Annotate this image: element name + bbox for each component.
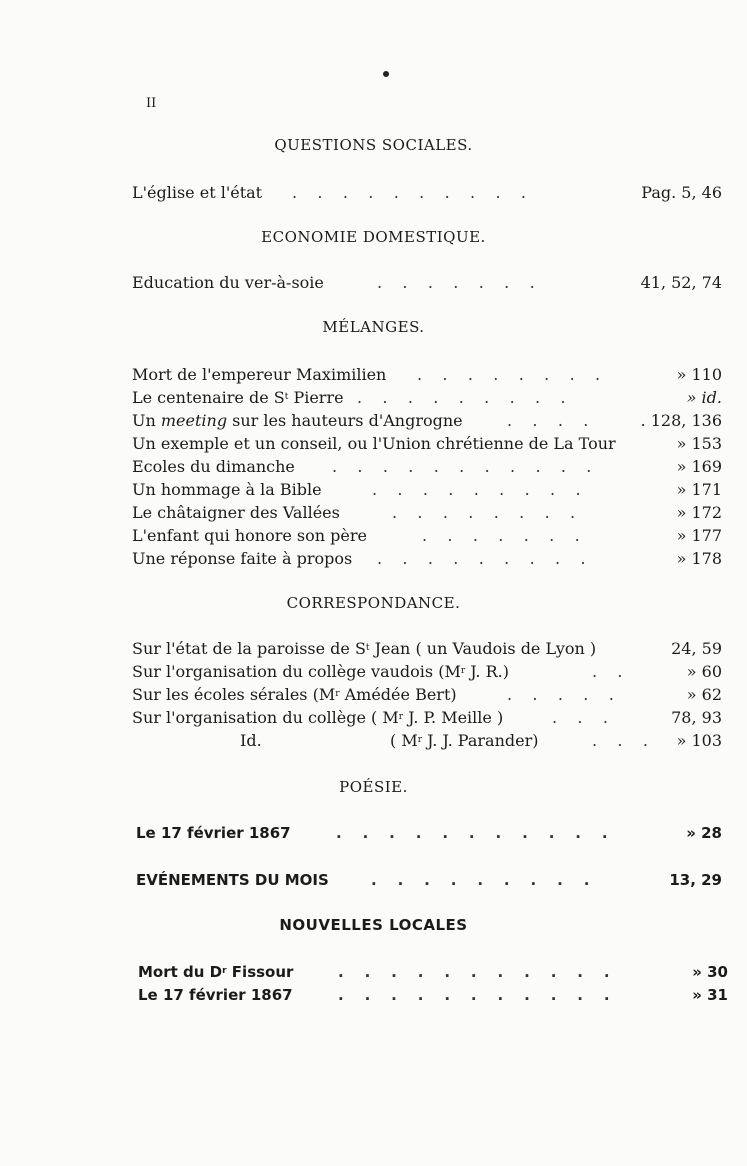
entry-title: Education du ver-à-soie: [132, 273, 324, 292]
page-reference: » id.: [686, 388, 722, 407]
entry-title: Sur l'organisation du collège ( $M^r$ J. P. Meille ): [132, 708, 504, 727]
toc-entry: [132, 525, 722, 547]
toc-entry: [132, 364, 722, 386]
entry-title: Sur les écoles sérales ($M^r$ Amédée Bert): [132, 685, 457, 704]
page-reference: » 62: [686, 685, 722, 704]
toc-entry: [132, 684, 722, 706]
page-reference: » 169: [676, 457, 722, 476]
entry-title: Sur l'organisation du collège vaudois ($M^r$ J. R.): [132, 662, 509, 681]
dot-leaders: . . . . . . . . .: [372, 480, 581, 499]
dot-leaders: . . .: [592, 731, 648, 750]
dot-leaders: . . .: [552, 708, 608, 727]
toc-entry: [132, 387, 722, 409]
toc-entry: [138, 961, 728, 983]
entry-title: Le châtaigner des Vallées: [132, 503, 340, 522]
entry-title: Un exemple et un conseil, ou l'Union chrétienne de La Tour: [132, 434, 616, 453]
entry-title: Mort du $D^r$ Fissour: [138, 963, 294, 981]
dot-leaders: . . . . . . . .: [392, 503, 576, 522]
toc-entry: [132, 730, 722, 752]
dot-leaders: . . . . . . . . .: [357, 388, 566, 407]
dot-leaders: . . . . . . . . . . .: [338, 963, 610, 981]
toc-entry: [136, 822, 722, 844]
entry-title: Mort de l'empereur Maximilien: [132, 365, 387, 384]
entry-title: L'église et l'état: [132, 183, 263, 202]
section-heading-melanges: MÉLANGES.: [322, 318, 425, 336]
toc-entry: [132, 661, 722, 683]
page-reference: 13, 29: [669, 871, 722, 889]
toc-entry: [136, 869, 722, 891]
page-reference: » 103: [676, 731, 722, 750]
section-heading-questions-sociales: QUESTIONS SOCIALES.: [274, 136, 473, 154]
entry-title: Ecoles du dimanche: [132, 457, 295, 476]
toc-entry: [132, 479, 722, 501]
dot-leaders: . . . . .: [507, 685, 614, 704]
entry-title: Un meeting sur les hauteurs d'Angrogne: [132, 411, 463, 430]
section-heading-nouvelles-locales: NOUVELLES LOCALES: [279, 916, 468, 934]
entry-title: EVÉNEMENTS DU MOIS: [136, 871, 329, 889]
dot-leaders: . . . . . . . . .: [377, 549, 586, 568]
page-reference: 78, 93: [671, 708, 722, 727]
section-heading-economie-domestique: ECONOMIE DOMESTIQUE.: [261, 228, 486, 246]
toc-entry: [132, 182, 722, 204]
toc-entry: [132, 272, 722, 294]
toc-entry: [132, 502, 722, 524]
dot-leaders: . . . . . . . . . . .: [338, 986, 610, 1004]
entry-title: Le centenaire de $S^t$ Pierre: [132, 388, 344, 407]
page-reference: » 172: [676, 503, 722, 522]
toc-entry: [132, 410, 722, 432]
dot-leaders: . . . . . . . . . . .: [336, 824, 608, 842]
toc-entry: [132, 707, 722, 729]
dot-leaders: . . . . . . . .: [417, 365, 601, 384]
page-reference: . 128, 136: [640, 411, 722, 430]
page-number: II: [146, 96, 157, 111]
entry-title: Sur l'état de la paroisse de $S^t$ Jean ( un Vaudois de Lyon ): [132, 639, 597, 658]
page-reference: » 171: [676, 480, 722, 499]
entry-title: L'enfant qui honore son père: [132, 526, 367, 545]
dot-leaders: . . . .: [507, 411, 589, 430]
page-reference: » 60: [686, 662, 722, 681]
page-reference: 41, 52, 74: [640, 273, 722, 292]
toc-entry: [132, 433, 722, 455]
ink-dot: [383, 71, 389, 77]
entry-title: Une réponse faite à propos: [132, 549, 353, 568]
page-reference: » 153: [676, 434, 722, 453]
entry-title: Le 17 février 1867: [138, 986, 293, 1004]
entry-title: Le 17 février 1867: [136, 824, 291, 842]
page-reference: Pag. 5, 46: [641, 183, 722, 202]
page-reference: » 30: [692, 963, 728, 981]
toc-entry: [132, 456, 722, 478]
dot-leaders: . .: [592, 662, 623, 681]
section-heading-correspondance: CORRESPONDANCE.: [286, 594, 461, 612]
page-reference: » 31: [692, 986, 728, 1004]
dot-leaders: . . . . . . .: [422, 526, 580, 545]
entry-title-id: Id.: [240, 731, 262, 750]
page-reference: » 177: [676, 526, 722, 545]
page-reference: » 28: [686, 824, 722, 842]
dot-leaders: . . . . . . .: [377, 273, 535, 292]
section-heading-poesie: POÉSIE.: [339, 778, 408, 796]
dot-leaders: . . . . . . . . . . .: [332, 457, 592, 476]
dot-leaders: . . . . . . . . .: [371, 871, 590, 889]
toc-entry: [138, 984, 728, 1006]
dot-leaders: . . . . . . . . . .: [292, 183, 526, 202]
toc-entry: [132, 548, 722, 570]
entry-title: Un hommage à la Bible: [132, 480, 322, 499]
entry-title: ( $M^r$ J. J. Parander): [390, 731, 539, 750]
page-reference: » 110: [676, 365, 722, 384]
page-reference: 24, 59: [671, 639, 722, 658]
toc-entry: [132, 638, 722, 660]
page-reference: » 178: [676, 549, 722, 568]
